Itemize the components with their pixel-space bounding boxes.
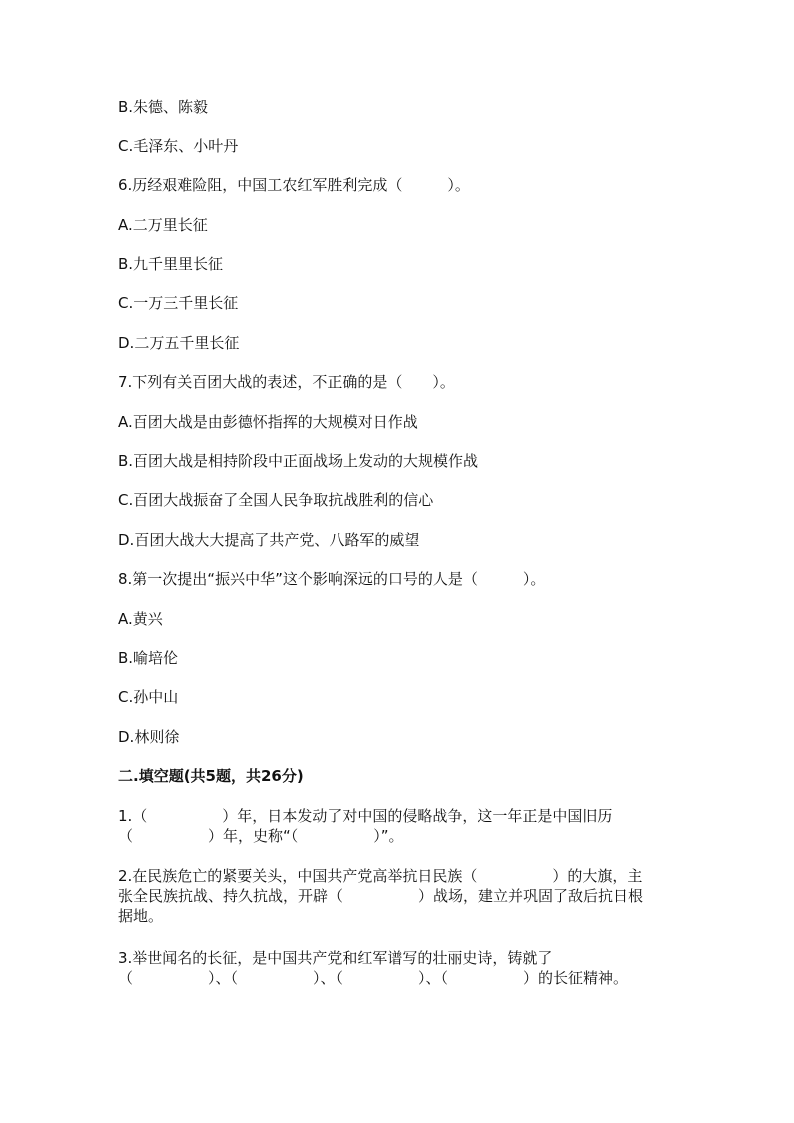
q7-option-b: B.百团大战是相持阶段中正面战场上发动的大规模作战	[118, 452, 479, 470]
q8-option-a: A.黄兴	[118, 610, 163, 628]
fill-1-line-2: （ ）年，史称“（ ）”。	[118, 827, 404, 845]
q7-option-c: C.百团大战振奋了全国人民争取抗战胜利的信心	[118, 491, 434, 509]
q8-option-c: C.孙中山	[118, 688, 179, 706]
q6-option-d: D.二万五千里长征	[118, 334, 240, 352]
section-title-fill-in: 二.填空题(共5题，共26分)	[118, 767, 304, 785]
q8-option-d: D.林则徐	[118, 728, 180, 746]
fill-3-line-2: （ ）、（ ）、（ ）、（ ）的长征精神。	[118, 969, 629, 987]
q7-option-d: D.百团大战大大提高了共产党、八路军的威望	[118, 531, 420, 549]
question-8: 8.第一次提出“振兴中华”这个影响深远的口号的人是（ ）。	[118, 570, 546, 588]
question-7: 7.下列有关百团大战的表述，不正确的是（ ）。	[118, 373, 455, 391]
q5-option-c: C.毛泽东、小叶丹	[118, 137, 239, 155]
fill-2-line-3: 据地。	[118, 907, 164, 925]
fill-2-line-1: 2.在民族危亡的紧要关头，中国共产党高举抗日民族（ ）的大旗，主	[118, 867, 643, 885]
q5-option-b: B.朱德、陈毅	[118, 98, 209, 116]
question-6: 6.历经艰难险阻，中国工农红军胜利完成（ ）。	[118, 176, 470, 194]
q7-option-a: A.百团大战是由彭德怀指挥的大规模对日作战	[118, 413, 418, 431]
fill-2-line-2: 张全民族抗战、持久抗战，开辟（ ）战场，建立并巩固了敌后抗日根	[118, 887, 644, 905]
q8-option-b: B.喻培伦	[118, 649, 179, 667]
q6-option-a: A.二万里长征	[118, 216, 208, 234]
q6-option-b: B.九千里里长征	[118, 255, 224, 273]
fill-3-line-1: 3.举世闻名的长征，是中国共产党和红军谱写的壮丽史诗，铸就了	[118, 949, 553, 967]
q6-option-c: C.一万三千里长征	[118, 294, 239, 312]
fill-1-line-1: 1.（ ）年，日本发动了对中国的侵略战争，这一年正是中国旧历	[118, 807, 613, 825]
